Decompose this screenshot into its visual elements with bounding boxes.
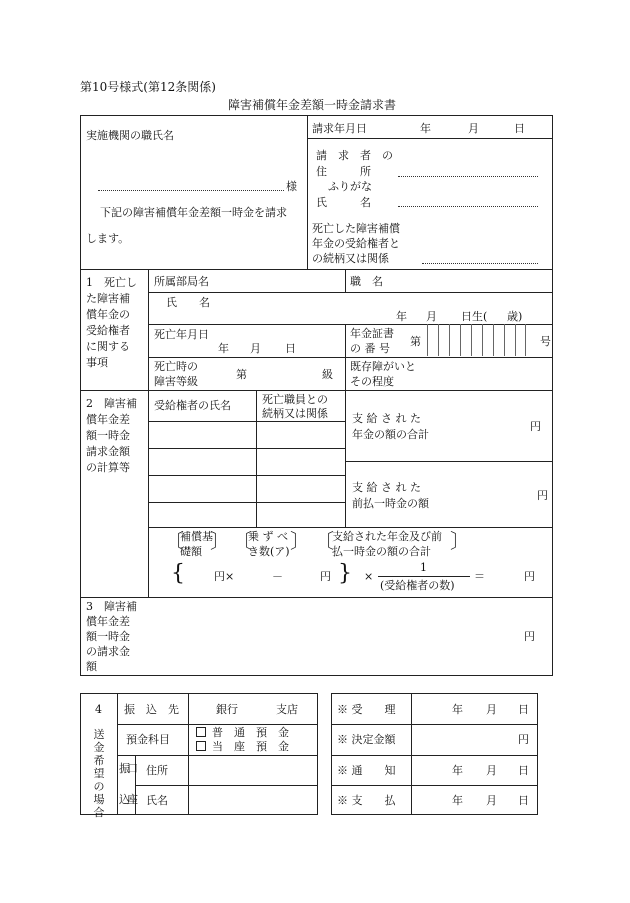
claimant-furigana-label: ふりがな — [328, 180, 372, 193]
grade-end: 級 — [322, 368, 333, 381]
formula-yen-times: 円× — [214, 570, 235, 583]
request-month: 月 — [468, 122, 479, 135]
cert-label-1: 年金証書 — [350, 327, 394, 340]
relation-label-1: 死亡した障害補償 — [312, 222, 400, 235]
amount-label — [337, 733, 396, 746]
sec4-vertical-label: 送金希望の場合 — [93, 728, 105, 819]
request-text-2: します。 — [86, 232, 130, 245]
formula-denominator: (受給権者の数) — [380, 579, 455, 592]
formula-equals: ＝ — [474, 570, 485, 583]
sama-label: 様 — [286, 180, 297, 193]
job-title-label: 職 名 — [350, 275, 383, 288]
payment-label-text: 支 払 — [351, 794, 396, 807]
dept-label: 所属部局名 — [154, 275, 209, 288]
formula-paid-1: 支給された年金及び前 — [332, 530, 442, 543]
notice-year: 年 — [452, 764, 463, 777]
notice-month: 月 — [486, 764, 497, 777]
claimant-name-label: 氏 名 — [316, 196, 371, 209]
cert-prefix: 第 — [410, 335, 421, 348]
sec2-label-5: の計算等 — [86, 461, 130, 474]
option-ordinary[interactable] — [196, 726, 289, 739]
formula-times: × — [364, 570, 374, 583]
amount-label-text: 決定金額 — [351, 733, 396, 746]
paid-advance-label-1: 支 給 さ れ た — [352, 481, 421, 494]
formula-mult-2: き数(ア) — [248, 545, 290, 558]
birth-age: 歳) — [507, 310, 523, 323]
sec1-label-2: た障害補 — [86, 292, 130, 305]
agency-label: 実施機関の職氏名 — [86, 129, 174, 142]
claimant-label: 請 求 者 の — [316, 149, 393, 162]
sec3-label-5: 額 — [86, 660, 97, 673]
birth-day: 日生( — [461, 310, 488, 323]
birth-month: 月 — [426, 310, 437, 323]
request-date-label: 請求年月日 — [312, 122, 367, 135]
death-year: 年 — [218, 342, 229, 355]
grade-mid: 第 — [236, 368, 247, 381]
formula-base-2: 礎額 — [180, 545, 202, 558]
relation-label-3: の続柄又は関係 — [312, 252, 389, 265]
cert-suffix: 号 — [540, 335, 551, 348]
birth-year: 年 — [396, 310, 407, 323]
sec1-label-4: 受給権者 — [86, 324, 130, 337]
notice-label-text: 通 知 — [351, 764, 396, 777]
za-char: 座 — [127, 793, 138, 806]
receipt-label-text: 受 理 — [351, 703, 396, 716]
sec3-label-2: 償年金差 — [86, 615, 130, 628]
paid-pension-label-1: 支 給 さ れ た — [352, 412, 421, 425]
holder-name-label: 氏名 — [146, 794, 168, 807]
account-type-label: 預金科目 — [126, 733, 170, 746]
formula-base-1: 補償基 — [180, 530, 213, 543]
sec1-label-5: に関する — [86, 340, 130, 353]
recipient-name-header: 受給権者の氏名 — [154, 399, 231, 412]
sec1-label-3: 償年金の — [86, 308, 130, 321]
existing-label-1: 既存障がいと — [350, 360, 416, 373]
sec2-label-1: 2 障害補 — [86, 397, 137, 410]
death-day: 日 — [285, 342, 296, 355]
amount-mark: ※ — [337, 733, 348, 746]
current-checkbox[interactable] — [196, 741, 206, 751]
bank-label: 振 込 先 — [124, 703, 179, 716]
grade-label-1: 死亡時の — [154, 360, 198, 373]
formula-minus: － — [272, 570, 283, 583]
bank-unit: 銀行 — [216, 703, 238, 716]
sec4-number: 4 — [95, 703, 102, 716]
relation-header-2: 続柄又は関係 — [262, 407, 328, 420]
notice-label — [337, 764, 396, 777]
sec1-label-1: 1 死亡し — [86, 276, 137, 289]
komi-char: 込 — [119, 793, 130, 806]
option-current[interactable] — [196, 740, 289, 753]
relation-label-2: 年金の受給権者と — [312, 237, 400, 250]
sec2-label-4: 請求金額 — [86, 445, 130, 458]
death-date-label: 死亡年月日 — [154, 328, 209, 341]
payment-label — [337, 794, 396, 807]
paid-pension-label-2: 年金の額の合計 — [352, 428, 429, 441]
formula-paid-2: 払一時金の額の合計 — [332, 545, 431, 558]
kuchi-char: 口 — [127, 762, 138, 775]
payment-mark: ※ — [337, 794, 348, 807]
claimant-address-label: 住 所 — [316, 165, 371, 178]
holder-address-label: 住所 — [146, 764, 168, 777]
ordinary-checkbox[interactable] — [196, 727, 206, 737]
death-month: 月 — [250, 342, 261, 355]
sec2-label-2: 償年金差 — [86, 413, 130, 426]
receipt-year: 年 — [452, 703, 463, 716]
option-ordinary-label: 普 通 預 金 — [212, 726, 289, 739]
amount-yen: 円 — [518, 733, 529, 746]
receipt-mark: ※ — [337, 703, 348, 716]
sec3-label-1: 3 障害補 — [86, 600, 137, 613]
payment-month: 月 — [486, 794, 497, 807]
branch-unit: 支店 — [276, 703, 298, 716]
formula-numerator: 1 — [420, 561, 427, 574]
sec3-label-4: の請求金 — [86, 645, 130, 658]
formula-result-yen: 円 — [524, 570, 535, 583]
request-year: 年 — [420, 122, 431, 135]
request-day: 日 — [514, 122, 525, 135]
sec1-label-6: 事項 — [86, 356, 108, 369]
grade-label-2: 障害等級 — [154, 375, 198, 388]
formula-yen: 円 — [320, 570, 331, 583]
form-number: 第10号様式(第12条関係) — [80, 80, 216, 94]
paid-advance-yen: 円 — [537, 489, 548, 502]
notice-mark: ※ — [337, 764, 348, 777]
form-title: 障害補償年金差額一時金請求書 — [228, 98, 397, 112]
payment-day: 日 — [518, 794, 529, 807]
relation-header-1: 死亡職員との — [262, 393, 328, 406]
sec3-label-3: 額一時金 — [86, 630, 130, 643]
deceased-name-label: 氏 名 — [166, 296, 210, 309]
receipt-month: 月 — [486, 703, 497, 716]
paid-advance-label-2: 前払一時金の額 — [352, 497, 429, 510]
cert-label-2: の 番 号 — [350, 342, 390, 355]
receipt-label — [337, 703, 396, 716]
notice-day: 日 — [518, 764, 529, 777]
paid-pension-yen: 円 — [530, 420, 541, 433]
sec3-yen: 円 — [524, 630, 535, 643]
sec2-label-3: 額一時金 — [86, 429, 130, 442]
existing-label-2: その程度 — [350, 375, 394, 388]
formula-mult-1: 乗 ず べ — [248, 530, 288, 543]
furi-char: 振 — [119, 762, 130, 775]
payment-year: 年 — [452, 794, 463, 807]
receipt-day: 日 — [518, 703, 529, 716]
option-current-label: 当 座 預 金 — [212, 740, 289, 753]
request-text-1: 下記の障害補償年金差額一時金を請求 — [100, 206, 287, 219]
